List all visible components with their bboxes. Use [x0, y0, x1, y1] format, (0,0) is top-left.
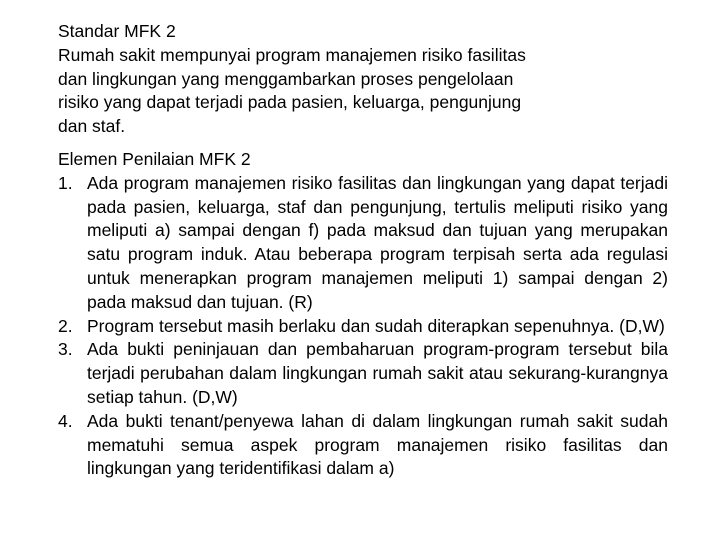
assessment-item-2	[58, 315, 668, 339]
assessment-item-3	[58, 338, 668, 409]
assessment-item-number: 1.	[58, 172, 73, 193]
standard-description-line-1: Rumah sakit mempunyai program manajemen risiko fasilitas	[58, 44, 526, 65]
assessment-item-1	[58, 172, 668, 315]
assessment-item-text: Ada bukti peninjauan dan pembaharuan program-program tersebut bila terjadi perubahan dalam lingkungan rumah sakit atau sekurang-kurangnya setiap tahun. (D,W)	[87, 339, 668, 407]
assessment-item-4	[58, 410, 668, 481]
standard-description-line-3: risiko yang dapat terjadi pada pasien, keluarga, pengunjung	[58, 92, 522, 113]
assessment-item-number: 2.	[58, 315, 73, 336]
standard-description-line-4: dan staf.	[58, 116, 126, 137]
assessment-list	[58, 172, 668, 481]
assessment-item-text: Program tersebut masih berlaku dan sudah diterapkan sepenuhnya. (D,W)	[87, 315, 665, 336]
assessment-item-number: 3.	[58, 339, 73, 360]
assessment-elements-section	[58, 148, 668, 481]
standard-title: Standar MFK 2	[58, 21, 176, 41]
assessment-item-text: Ada program manajemen risiko fasilitas dan lingkungan yang dapat terjadi pada pasien, keluarga, staf dan pengunjung, tertulis meliputi risiko yang meliputi a) sampai dengan f) pada maksud dan tujuan yang merupakan satu program induk. Atau beberapa program terpisah serta ada regulasi untuk menerapkan program manajemen meliputi 1) sampai dengan 2) pada maksud dan tujuan. (R)	[87, 172, 668, 312]
assessment-item-text: Ada bukti tenant/penyewa lahan di dalam lingkungan rumah sakit sudah mematuhi semua aspek program manajemen risiko fasilitas dan lingkungan yang teridentifikasi dalam a)	[87, 410, 668, 479]
standard-section	[58, 20, 668, 139]
assessment-item-number: 4.	[58, 410, 73, 431]
standard-description-line-2: dan lingkungan yang menggambarkan proses pengelolaan	[58, 68, 514, 89]
assessment-title: Elemen Penilaian MFK 2	[58, 149, 251, 169]
